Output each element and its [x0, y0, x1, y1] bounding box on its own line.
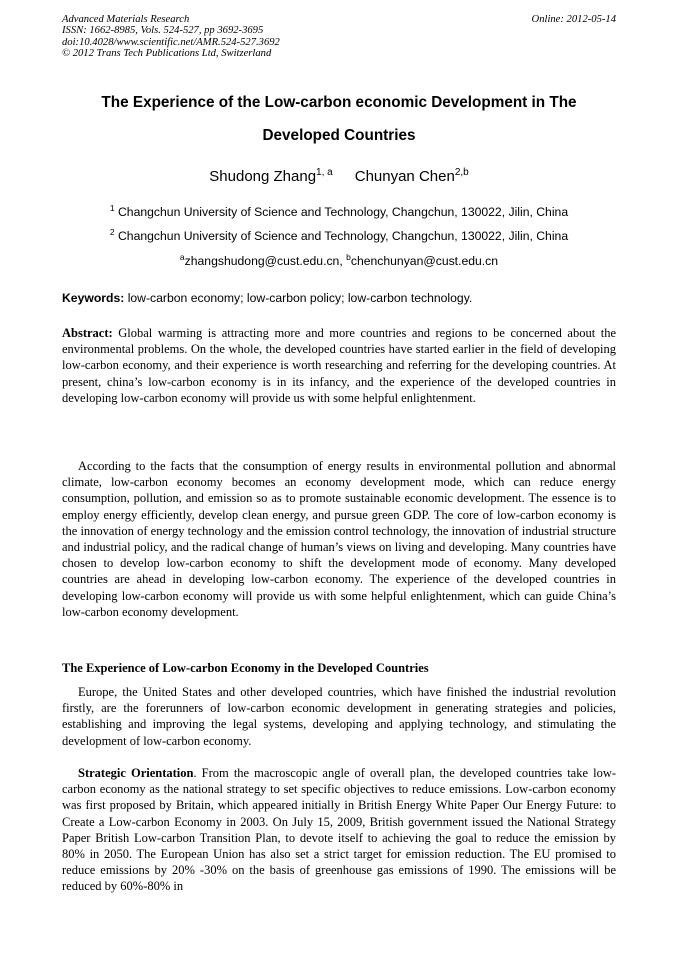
- affiliation-1-mark: 1: [109, 203, 115, 213]
- author-2-name: Chunyan Chen: [354, 168, 455, 185]
- email-b-mark: b: [346, 252, 351, 262]
- keywords-text: low-carbon economy; low-carbon policy; low-carbon technology.: [124, 291, 473, 305]
- affiliation-1-text: Changchun University of Science and Technology, Changchun, 130022, Jilin, China: [118, 205, 569, 219]
- affiliation-2-mark: 2: [109, 227, 115, 237]
- strategic-orientation-text: . From the macroscopic angle of overall plan, the developed countries take low-carbon economy as the national strategy to set specific objectives to reduce emissions. Low-carbon economy was first proposed by Britain, which appeared initially in British Energy White Paper Our Energy Future: to Create a Low-carbon Economy in 2003. On July 15, 2009, British government issued the National Strategy Paper British Low-carbon Transition Plan, to devote itself to achieving the goal to reduce the emission by 80% in 2050. The European Union has also set a strict target for emission reduction. The EU promised to reduce emissions by 20% -30% on the basis of greenhouse gas emissions of 1990. The emissions will be reduced by 60%-80% in: [62, 766, 617, 894]
- journal-doi: doi:10.4028/www.scientific.net/AMR.524-527.3692: [62, 36, 280, 48]
- journal-issn: ISSN: 1662-8985, Vols. 524-527, pp 3692-3695: [62, 25, 264, 37]
- author-2-affiliation-mark: 2,b: [454, 167, 469, 178]
- intro-paragraph: According to the facts that the consumption of energy results in environmental pollution and abnormal climate, low-carbon economy becomes an economy development mode, which can reduce energy consumption, pollution, and emission so as to promote sustainable economic development. The essence is to employ energy efficiently, develop clean energy, and pursue green GDP. The core of low-carbon economy is the innovation of energy technology and the emission control technology, the innovation of industrial structure and industrial policy, and the radical change of human’s views on living and developing. Many countries have chosen to develop low-carbon economy to shift the development mode of economy. Many developed countries are ahead in developing low-carbon economy. The experience of the developed countries in developing low-carbon economy will provide us with some helpful enlightenment, which can guide China’s low-carbon economy development.: [62, 459, 616, 619]
- paper-title: [62, 86, 616, 152]
- affiliation-1: [62, 204, 616, 220]
- keywords: [62, 290, 616, 306]
- abstract-label: Abstract:: [62, 326, 113, 340]
- paper-title-line-1: The Experience of the Low-carbon economic Development in The: [101, 94, 577, 111]
- abstract-text: Global warming is attracting more and more countries and regions to be concerned about the environmental problems. On the whole, the developed countries have started earlier in the field of developing low-carbon economy, and their experience is worth researching and referring for the developing countries. At present, china’s low-carbon economy is in its infancy, and the experience of the developed countries in developing low-carbon economy will provide us with some helpful enlightenment.: [62, 326, 616, 405]
- author-1-name: Shudong Zhang: [209, 168, 317, 185]
- section-paragraph-2: [62, 765, 616, 895]
- keywords-label: Keywords:: [62, 291, 125, 305]
- email-a: zhangshudong@cust.edu.cn,: [184, 254, 347, 268]
- section-heading: The Experience of Low-carbon Economy in the Developed Countries: [62, 661, 429, 675]
- paper-title-line-2: Developed Countries: [262, 127, 416, 144]
- affiliation-2-text: Changchun University of Science and Technology, Changchun, 130022, Jilin, China: [118, 229, 569, 243]
- email-b: chenchunyan@cust.edu.cn: [350, 254, 499, 268]
- section-paragraph-1: Europe, the United States and other developed countries, which have finished the industrial revolution firstly, are the forerunners of low-carbon economic development in generating strategies and policies, establishing and improving the legal systems, developing and applying technology, and stimulating the development of low-carbon economy.: [62, 685, 616, 748]
- journal-header: [62, 14, 616, 60]
- author-emails: [62, 253, 616, 269]
- journal-name: Advanced Materials Research: [62, 14, 190, 25]
- abstract: [62, 325, 616, 406]
- journal-copyright: © 2012 Trans Tech Publications Ltd, Switzerland: [62, 48, 272, 60]
- author-1-affiliation-mark: 1, a: [316, 167, 333, 178]
- author-list: [62, 167, 616, 187]
- strategic-orientation-label: Strategic Orientation: [78, 766, 194, 780]
- email-a-mark: a: [179, 252, 185, 262]
- affiliation-2: [62, 228, 616, 244]
- online-date: Online: 2012-05-14: [531, 14, 616, 25]
